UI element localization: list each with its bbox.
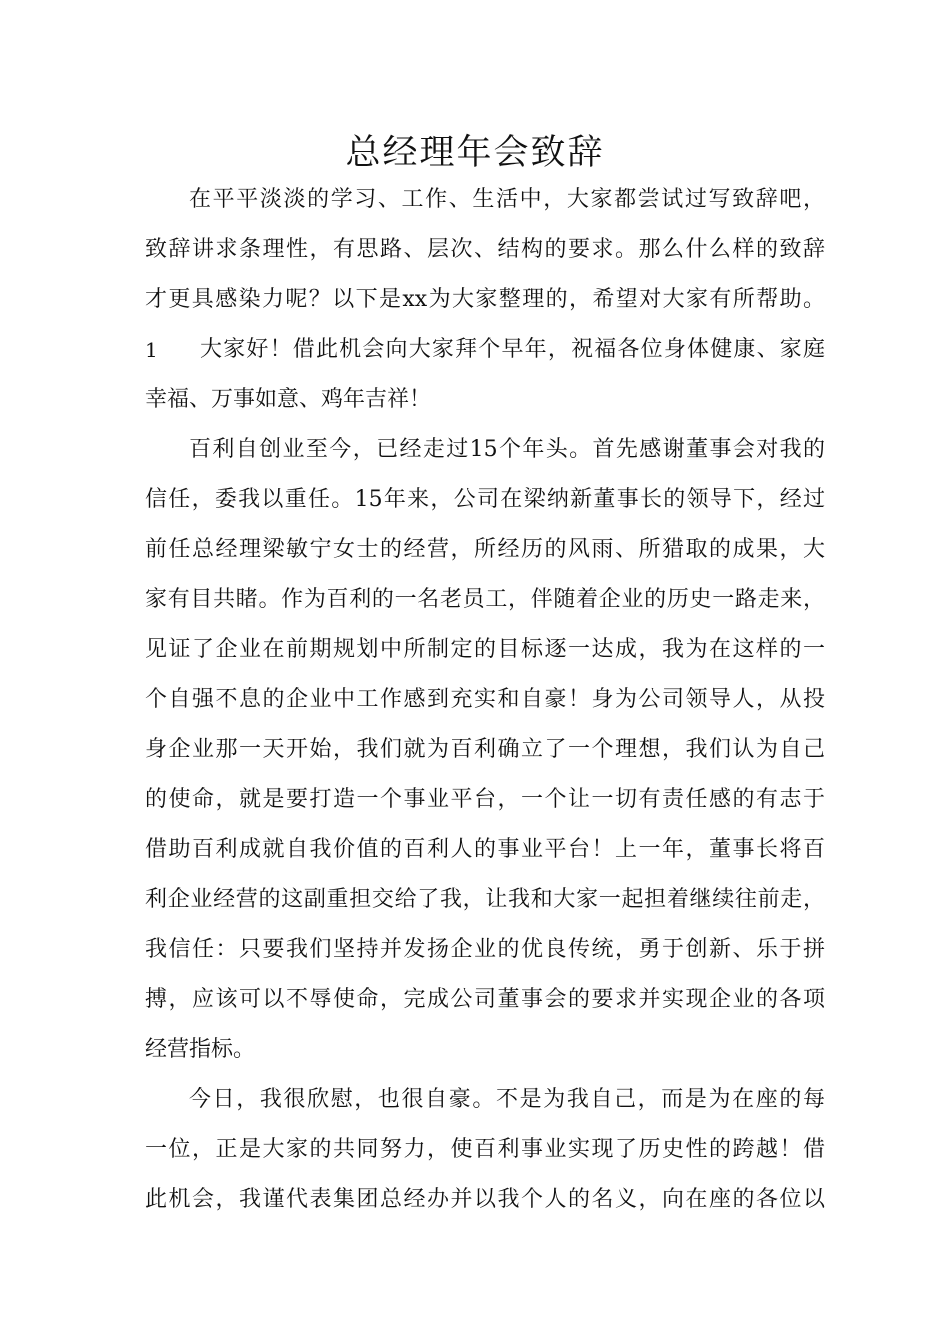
paragraph-line: 才更具感染力呢？以下是xx为大家整理的，希望对大家有所帮助。 <box>145 287 825 312</box>
paragraph-line: 家有目共睹。作为百利的一名老员工，伴随着企业的历史一路走来， <box>145 587 825 612</box>
paragraph-line: 我信任：只要我们坚持并发扬企业的优良传统，勇于创新、乐于拼 <box>145 937 825 962</box>
paragraph-line: 前任总经理梁敏宁女士的经营，所经历的风雨、所猎取的成果，大 <box>145 537 825 562</box>
paragraph-line: 一位，正是大家的共同努力，使百利事业实现了历史性的跨越！借 <box>145 1137 825 1162</box>
paragraph-line: 的使命，就是要打造一个事业平台，一个让一切有责任感的有志于 <box>145 787 825 812</box>
paragraph-line: 百利自创业至今，已经走过15个年头。首先感谢董事会对我的 <box>189 437 825 462</box>
document-title: 总经理年会致辞 <box>345 133 605 173</box>
paragraph-line: 见证了企业在前期规划中所制定的目标逐一达成，我为在这样的一 <box>145 637 825 662</box>
paragraph-line: 身企业那一天开始，我们就为百利确立了一个理想，我们认为自己 <box>145 737 825 762</box>
paragraph-line: 在平平淡淡的学习、工作、生活中，大家都尝试过写致辞吧， <box>189 187 825 212</box>
paragraph-line: 大家好！借此机会向大家拜个早年，祝福各位身体健康、家庭 <box>200 337 825 362</box>
paragraph-line: 信任，委我以重任。15年来，公司在梁纳新董事长的领导下，经过 <box>145 487 825 512</box>
list-marker: 1 <box>145 338 158 362</box>
paragraph-line: 致辞讲求条理性，有思路、层次、结构的要求。那么什么样的致辞 <box>145 237 825 262</box>
paragraph-line: 经营指标。 <box>145 1037 256 1062</box>
paragraph-line: 此机会，我谨代表集团总经办并以我个人的名义，向在座的各位以 <box>145 1187 825 1212</box>
paragraph-line: 利企业经营的这副重担交给了我，让我和大家一起担着继续往前走， <box>145 887 825 912</box>
paragraph-line: 幸福、万事如意、鸡年吉祥！ <box>145 387 432 412</box>
paragraph-line: 今日，我很欣慰，也很自豪。不是为我自己，而是为在座的每 <box>189 1087 825 1112</box>
paragraph-line: 个自强不息的企业中工作感到充实和自豪！身为公司领导人，从投 <box>145 687 825 712</box>
paragraph-line: 搏，应该可以不辱使命，完成公司董事会的要求并实现企业的各项 <box>145 987 825 1012</box>
paragraph-line: 借助百利成就自我价值的百利人的事业平台！上一年，董事长将百 <box>145 837 825 862</box>
